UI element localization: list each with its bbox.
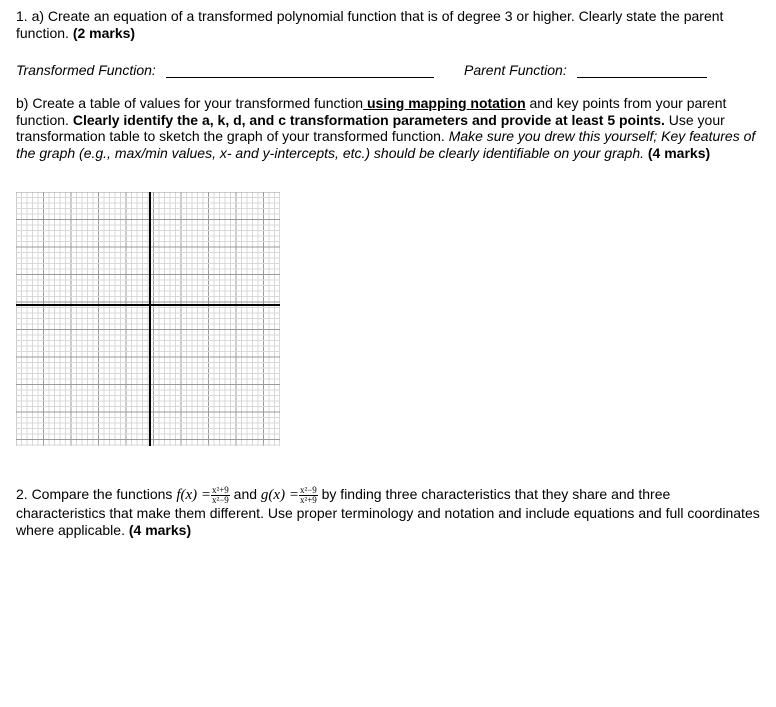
and-text: and — [229, 486, 261, 503]
question-2-text: by finding three characteristics that they share and three characteristics that make them different. Use proper terminology and notation and include equations and full coordinates where applicable. — [16, 486, 760, 538]
mapping-notation-text: using mapping notation — [363, 95, 526, 111]
transformed-function-blank[interactable] — [166, 77, 434, 78]
question-1b-text3: Use your transformation table to sketch the graph of your transformed function. — [16, 111, 725, 144]
question-2-marks: (4 marks) — [128, 522, 192, 538]
function-g-numerator: x²−9 — [299, 485, 317, 495]
parent-function-label: Parent Function: — [464, 62, 567, 78]
function-g-fraction — [299, 486, 318, 505]
function-f-name: f(x) = — [176, 487, 211, 504]
question-1b — [16, 95, 761, 161]
question-1b-intro: b) Create a table of values for your transformed function — [16, 95, 364, 111]
question-1b-text2: and key points from your parent function. — [16, 95, 727, 128]
question-1b-italic: Make sure you drew this yourself; Key features of the graph (e.g., max/min values, x- and y-intercepts, etc.) should be clearly identifiable on your graph. — [16, 128, 756, 161]
function-f-denominator: x²−9 — [212, 495, 229, 505]
question-1b-bold: Clearly identify the a, k, d, and c transformation parameters and provide at least 5 points. — [72, 111, 665, 128]
parent-function-blank[interactable] — [577, 77, 707, 78]
function-g-denominator: x²+9 — [299, 495, 317, 505]
function-g-name: g(x) = — [260, 487, 299, 504]
function-f-numerator: x²+9 — [212, 485, 229, 495]
question-1a-text: 1. a) Create an equation of a transformed polynomial function that is of degree 3 or higher. Clearly state the parent function. — [16, 8, 724, 41]
graph-grid[interactable] — [16, 192, 280, 446]
question-2-intro: 2. Compare the functions — [16, 486, 177, 503]
answer-row — [16, 62, 716, 82]
transformed-function-label: Transformed Function: — [16, 62, 156, 78]
question-1a-marks: (2 marks) — [72, 24, 136, 41]
question-1a — [16, 8, 761, 41]
question-2 — [16, 486, 761, 539]
question-1b-marks: (4 marks) — [644, 144, 711, 161]
function-f-fraction — [211, 486, 230, 505]
